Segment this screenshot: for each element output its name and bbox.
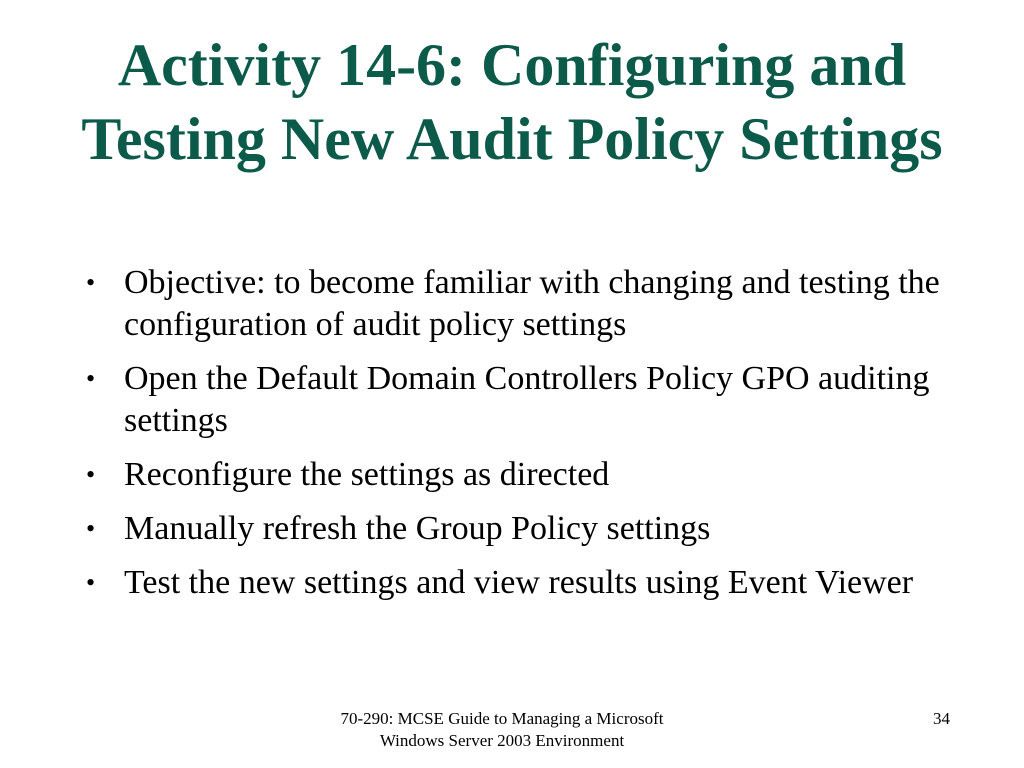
bullet-icon: •	[86, 268, 96, 297]
page-number: 34	[933, 709, 950, 728]
footer-course-subtitle: Windows Server 2003 Environment	[379, 731, 625, 750]
bullet-item	[86, 508, 956, 550]
slide-footer	[252, 708, 752, 752]
bullet-icon: •	[86, 568, 96, 597]
bullet-icon: •	[86, 364, 96, 393]
bullet-icon: •	[86, 460, 96, 489]
slide-title: Activity 14-6: Configuring and Testing New Audit Policy Settings	[81, 32, 943, 172]
bullet-text: Reconfigure the settings as directed	[124, 456, 610, 493]
bullet-item	[86, 262, 956, 346]
bullet-text: Objective: to become familiar with changing and testing the configuration of audit policy settings	[124, 264, 940, 343]
bullet-text: Manually refresh the Group Policy settings	[124, 510, 711, 547]
bullet-item	[86, 358, 956, 442]
bullet-text: Open the Default Domain Controllers Policy GPO auditing settings	[124, 360, 930, 439]
footer-course-title: 70-290: MCSE Guide to Managing a Microsoft	[340, 709, 664, 728]
bullet-icon: •	[86, 514, 96, 543]
bullet-text: Test the new settings and view results using Event Viewer	[124, 564, 914, 601]
bullet-list	[86, 262, 956, 616]
bullet-item	[86, 562, 956, 604]
bullet-item	[86, 454, 956, 496]
